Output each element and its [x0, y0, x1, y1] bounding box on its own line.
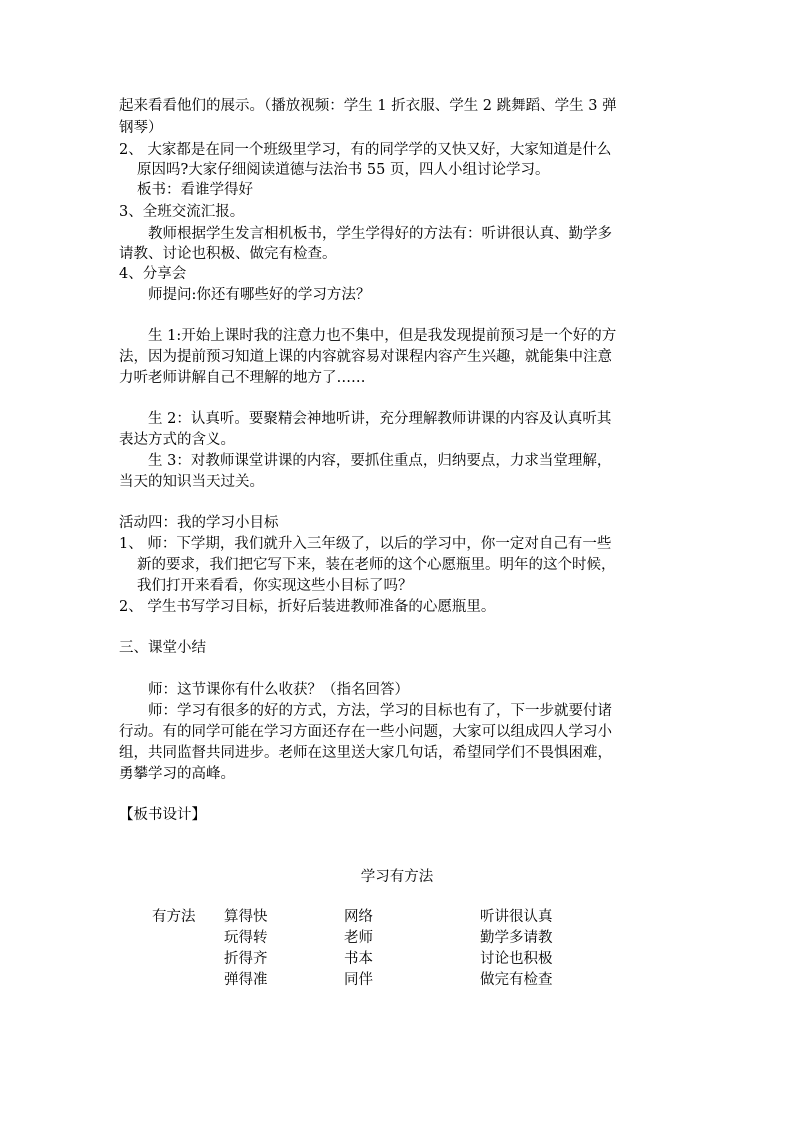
paragraph-line: 组，共同监督共同进步。老师在这里送大家几句话，希望同学们不畏惧困难，: [119, 745, 612, 761]
board-cell: 书本: [344, 951, 373, 967]
board-cell: 老师: [344, 930, 373, 946]
paragraph-line: 师：这节课你有什么收获？（指名回答）: [148, 682, 409, 698]
paragraph-line: 钢琴）: [119, 120, 163, 136]
section-heading: 三、课堂小结: [119, 640, 206, 656]
list-item-3: 3、全班交流汇报。: [119, 204, 245, 220]
board-row: [0, 906, 794, 928]
board-cell: 有方法: [152, 909, 196, 925]
list-item-2: 2、 学生书写学习目标，折好后装进教师准备的心愿瓶里。: [119, 599, 496, 615]
paragraph-line: 教师根据学生发言相机板书，学生学得好的方法有：听讲很认真、勤学多: [148, 226, 612, 242]
board-cell: 玩得转: [224, 930, 268, 946]
list-item-4: 4、分享会: [119, 266, 187, 282]
board-cell: 同伴: [344, 972, 373, 988]
list-item-1: 1、 师：下学期，我们就升入三年级了，以后的学习中，你一定对自己有一些: [119, 536, 612, 552]
paragraph-line: 请教、讨论也积极、做完有检查。: [119, 246, 337, 262]
paragraph-line: 当天的知识当天过关。: [119, 474, 264, 490]
teacher-question: 师提问:你还有哪些好的学习方法？: [148, 287, 371, 303]
paragraph-line: 行动。有的同学可能在学习方面还存在一些小问题，大家可以组成四人学习小: [119, 724, 612, 740]
list-item-2: 2、 大家都是在同一个班级里学习，有的同学学的又快又好，大家知道是什么: [119, 142, 612, 158]
board-cell: 做完有检查: [480, 972, 553, 988]
paragraph-line: 表达方式的含义。: [119, 432, 235, 448]
board-row: [0, 948, 794, 970]
board-row: [0, 969, 794, 991]
board-cell: 讨论也积极: [480, 951, 553, 967]
board-cell: 弹得准: [224, 972, 268, 988]
student-answer-2: 生 2：认真听。要聚精会神地听讲，充分理解教师讲课的内容及认真听其: [148, 411, 612, 427]
paragraph-line: 勇攀学习的高峰。: [119, 766, 235, 782]
paragraph-line: 法，因为提前预习知道上课的内容就容易对课程内容产生兴趣，就能集中注意: [119, 349, 612, 365]
paragraph-line: 原因吗?大家仔细阅读道德与法治书 55 页，四人小组讨论学习。: [137, 162, 550, 178]
board-note: 板书：看谁学得好: [137, 182, 253, 198]
paragraph-line: 力听老师讲解自己不理解的地方了……: [119, 370, 366, 386]
student-answer-3: 生 3：对教师课堂讲课的内容，要抓住重点，归纳要点，力求当堂理解，: [148, 453, 612, 469]
board-design-heading: 【板书设计】: [119, 807, 206, 823]
section-heading: 活动四：我的学习小目标: [119, 515, 279, 531]
paragraph-line: 师：学习有很多的好的方式，方法，学习的目标也有了，下一步就要付诸: [148, 703, 612, 719]
board-cell: 网络: [344, 909, 373, 925]
board-cell: 折得齐: [224, 951, 268, 967]
student-answer-1: 生 1:开始上课时我的注意力也不集中，但是我发现提前预习是一个好的方: [148, 328, 617, 344]
board-title: 学习有方法: [360, 869, 434, 885]
board-cell: 听讲很认真: [480, 909, 553, 925]
paragraph-line: 我们打开来看看，你实现这些小目标了吗？: [137, 578, 413, 594]
board-row: [0, 927, 794, 949]
paragraph-line: 起来看看他们的展示。（播放视频：学生 1 折衣服、学生 2 跳舞蹈、学生 3 弹: [119, 98, 617, 114]
board-cell: 勤学多请教: [480, 930, 553, 946]
board-cell: 算得快: [224, 909, 268, 925]
paragraph-line: 新的要求，我们把它写下来，装在老师的这个心愿瓶里。明年的这个时候，: [137, 557, 616, 573]
